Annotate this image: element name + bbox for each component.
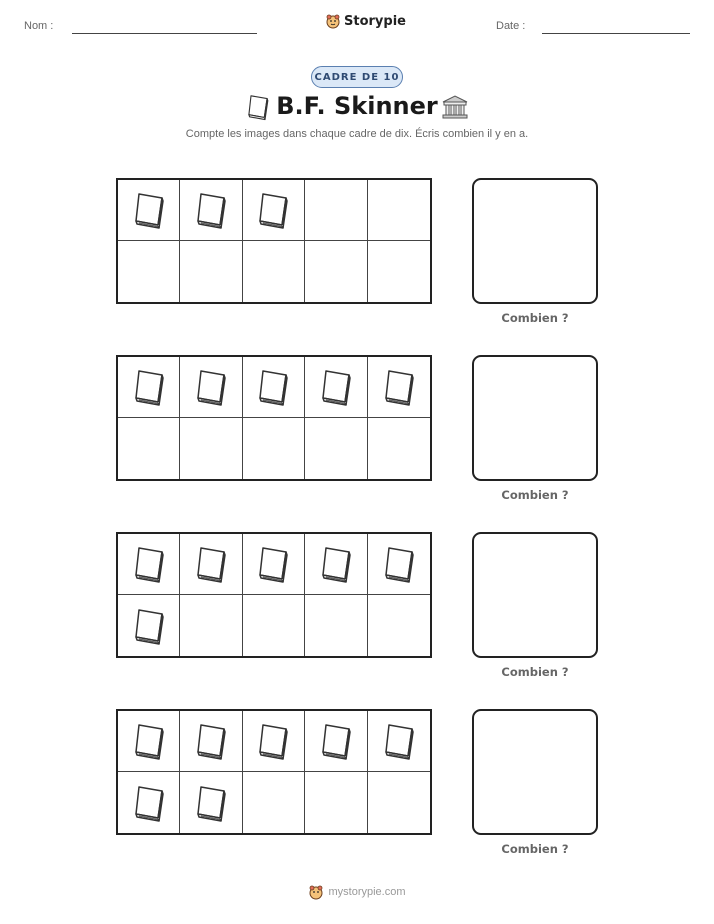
frame-cell bbox=[243, 534, 305, 595]
instructions: Compte les images dans chaque cadre de dix. Écris combien il y en a. bbox=[185, 128, 529, 140]
frame-cell bbox=[243, 711, 305, 772]
answer-label: Combien ? bbox=[501, 311, 569, 325]
answer-label: Combien ? bbox=[501, 488, 569, 502]
ten-frame bbox=[116, 709, 432, 835]
frame-cell bbox=[305, 357, 367, 418]
frame-cell bbox=[368, 711, 430, 772]
book-icon bbox=[129, 606, 169, 646]
museum-building-icon bbox=[441, 93, 469, 121]
book-icon bbox=[316, 544, 356, 584]
answer-label: Combien ? bbox=[501, 842, 569, 856]
frame-cell bbox=[368, 534, 430, 595]
book-icon bbox=[191, 783, 231, 823]
book-icon bbox=[379, 544, 419, 584]
book-icon bbox=[253, 544, 293, 584]
frame-cell bbox=[180, 357, 242, 418]
ten-frame bbox=[116, 178, 432, 304]
frame-cell bbox=[368, 241, 430, 302]
frame-cell bbox=[243, 241, 305, 302]
frame-cell bbox=[305, 241, 367, 302]
frame-cell bbox=[243, 772, 305, 833]
answer-box[interactable] bbox=[472, 355, 598, 481]
name-label: Nom : bbox=[24, 20, 54, 32]
frame-cell bbox=[305, 180, 367, 241]
frame-cell bbox=[305, 534, 367, 595]
page-title: B.F. Skinner bbox=[276, 92, 438, 120]
frame-cell bbox=[180, 772, 242, 833]
date-label: Date : bbox=[496, 20, 526, 32]
book-icon bbox=[129, 721, 169, 761]
frame-cell bbox=[243, 418, 305, 479]
book-icon bbox=[316, 367, 356, 407]
frame-cell bbox=[243, 357, 305, 418]
frame-cell bbox=[305, 711, 367, 772]
ten-frame bbox=[116, 355, 432, 481]
frame-cell bbox=[118, 534, 180, 595]
worksheet-type-badge: CADRE DE 10 bbox=[311, 66, 403, 88]
answer-box[interactable] bbox=[472, 178, 598, 304]
frame-cell bbox=[180, 595, 242, 656]
name-line[interactable] bbox=[72, 33, 257, 34]
footer-url: mystorypie.com bbox=[328, 886, 406, 898]
frame-cell bbox=[118, 418, 180, 479]
answer-label: Combien ? bbox=[501, 665, 569, 679]
frame-cell bbox=[118, 772, 180, 833]
frame-cell bbox=[243, 595, 305, 656]
frame-cell bbox=[180, 241, 242, 302]
book-icon bbox=[253, 721, 293, 761]
book-icon bbox=[129, 190, 169, 230]
book-icon bbox=[191, 190, 231, 230]
frame-cell bbox=[180, 711, 242, 772]
book-icon bbox=[129, 783, 169, 823]
book-icon bbox=[379, 721, 419, 761]
frame-cell bbox=[368, 772, 430, 833]
frame-cell bbox=[368, 357, 430, 418]
book-icon bbox=[379, 367, 419, 407]
frame-cell bbox=[180, 180, 242, 241]
answer-box[interactable] bbox=[472, 532, 598, 658]
frame-cell bbox=[118, 711, 180, 772]
book-icon bbox=[191, 544, 231, 584]
frame-cell bbox=[368, 595, 430, 656]
book-icon bbox=[316, 721, 356, 761]
footer bbox=[0, 884, 714, 900]
mascot-icon bbox=[325, 13, 341, 29]
brand-name: Storypie bbox=[344, 13, 406, 29]
book-icon bbox=[191, 721, 231, 761]
answer-box[interactable] bbox=[472, 709, 598, 835]
frame-cell bbox=[305, 595, 367, 656]
ten-frame bbox=[116, 532, 432, 658]
mascot-icon bbox=[308, 884, 324, 900]
frame-cell bbox=[180, 534, 242, 595]
book-icon bbox=[129, 544, 169, 584]
frame-cell bbox=[118, 241, 180, 302]
date-line[interactable] bbox=[542, 33, 690, 34]
brand-logo bbox=[325, 13, 406, 29]
frame-cell bbox=[118, 180, 180, 241]
frame-cell bbox=[118, 357, 180, 418]
frame-cell bbox=[368, 180, 430, 241]
book-icon bbox=[191, 367, 231, 407]
frame-cell bbox=[118, 595, 180, 656]
book-icon bbox=[253, 367, 293, 407]
book-icon bbox=[253, 190, 293, 230]
frame-cell bbox=[305, 418, 367, 479]
frame-cell bbox=[180, 418, 242, 479]
frame-cell bbox=[305, 772, 367, 833]
frame-cell bbox=[368, 418, 430, 479]
book-icon bbox=[129, 367, 169, 407]
frame-cell bbox=[243, 180, 305, 241]
